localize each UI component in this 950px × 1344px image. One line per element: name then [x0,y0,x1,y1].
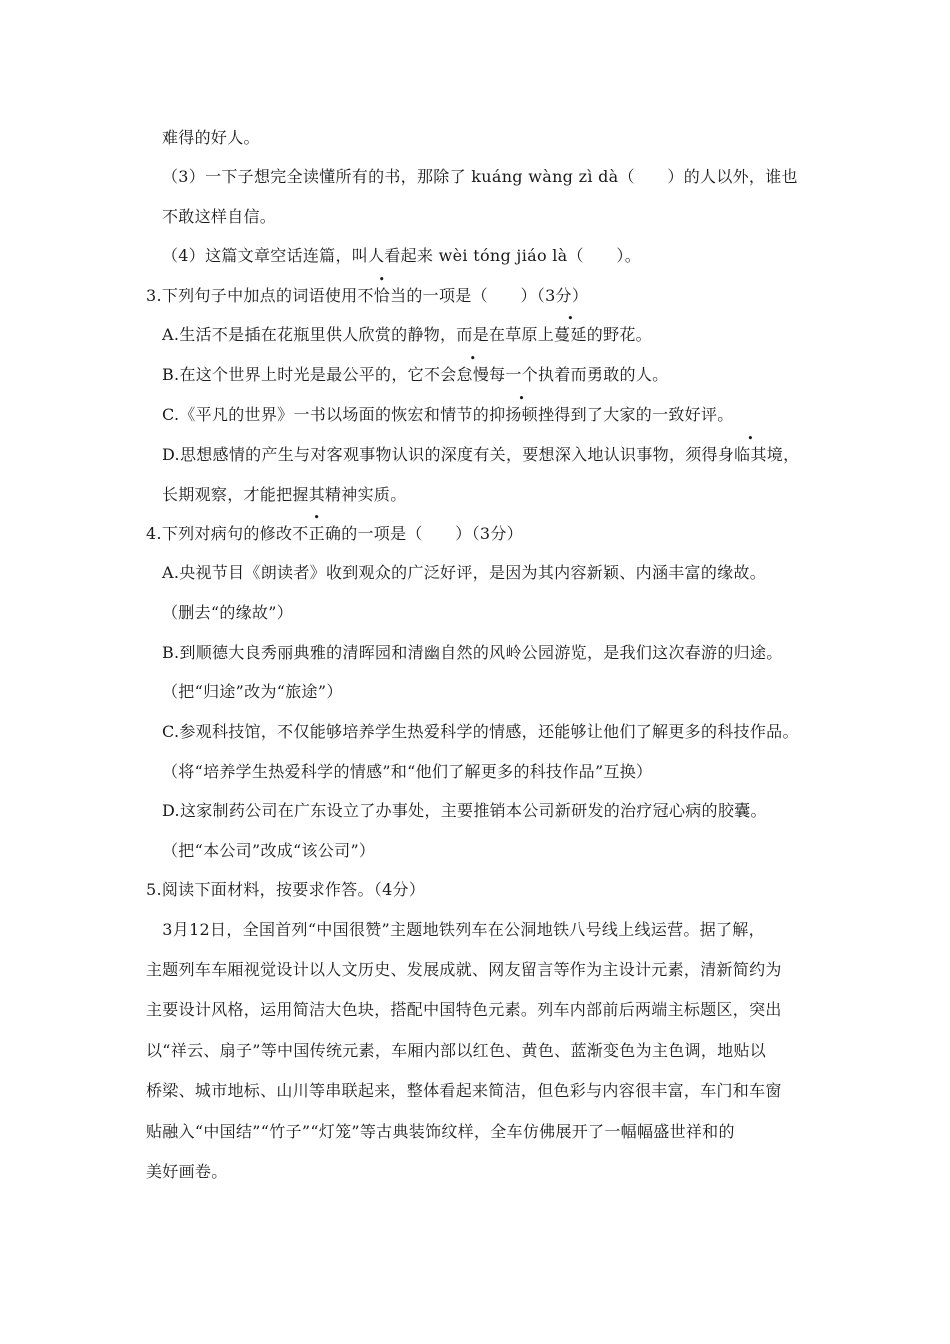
text-segment: 得到了大家的一致好评。 [554,405,734,424]
question-3-stem [146,286,588,306]
question-4-option-d: D.这家制药公司在广东设立了办事处，主要推销本公司新研发的治疗冠心病的胶囊。 [162,801,767,820]
text-segment: C.《平凡的世界》一书以场面的恢宏和情节的 [162,405,490,424]
text-segment: 4.下列对病句的修改 [146,524,293,543]
material-paragraph-line: 桥梁、城市地标、山川等串联起来，整体看起来简洁，但色彩与内容很丰富，车门和车窗 [146,1081,782,1100]
question-4-option-c: C.参观科技馆，不仅能够培养学生热爱科学的情感，还能够让他们了解更多的科技作品。 [162,722,799,741]
text-line: （将“培养学生热爱科学的情感”和“他们了解更多的科技作品”互换） [162,762,653,781]
text-line: 长期观察，才能把握其精神实质。 [162,485,407,504]
question-3-option-b [162,365,668,385]
text-segment: ， [783,445,800,464]
emphasized-word: 不恰当 [357,286,407,305]
text-line: 难得的好人。 [162,128,260,147]
text-segment: 的一项是（ ）（3分） [406,286,589,305]
text-line: 不敢这样自信。 [162,207,277,226]
question-4-option-a: A.央视节目《朗读者》收到观众的广泛好评，是因为其内容新颖、内涵丰富的缘故。 [162,563,767,582]
material-paragraph-line: 主要设计风格，运用简洁大色块，搭配中国特色元素。列车内部前后两端主标题区，突出 [146,1000,782,1019]
emphasized-word: 不正确 [292,524,342,543]
emphasized-word: 怠慢 [456,365,490,384]
material-paragraph-line: 3月12日，全国首列“中国很赞”主题地铁列车在公洞地铁八号线上线运营。据了解， [146,920,765,939]
material-paragraph-line: 贴融入“中国结”“竹子”“灯笼”等古典装饰纹样，全车仿佛展开了一幅幅盛世祥和的 [146,1122,735,1141]
text-line: （把“归途”改为“旅途”） [162,682,343,701]
text-segment: A.生活不是插在花瓶里供人欣赏的静物，而是在草原上 [162,325,555,344]
text-segment: 每一个执着而勇敢的人。 [489,365,669,384]
material-paragraph-line: 美好画卷。 [146,1162,228,1181]
question-5-stem: 5.阅读下面材料，按要求作答。（4分） [146,880,426,899]
question-4-stem [146,524,523,544]
text-segment: D.思想感情的产生与对客观事物认识的深度有关，要想深入地认识事物，须得 [162,445,718,464]
question-3-option-d [162,445,799,465]
text-line: （删去“的缘故”） [162,603,294,622]
question-2-item-3: （3）一下子想完全读懂所有的书，那除了 kuáng wàng zì dà（ ）的人以外，谁也 [162,167,798,186]
question-3-option-c [162,405,734,425]
text-segment: 的野花。 [586,325,652,344]
material-paragraph-line: 主题列车车厢视觉设计以人文历史、发展成就、网友留言等作为主设计元素，清新简约为 [146,960,782,979]
text-line: （把“本公司”改成“该公司”） [162,841,376,860]
emphasized-word: 身临其境 [717,445,784,464]
text-segment: 3.下列句子中加点的词语使用 [146,286,358,305]
question-2-item-4: （4）这篇文章空话连篇，叫人看起来 wèi tóng jiáo là（ ）。 [162,246,642,265]
material-paragraph-line: 以“祥云、扇子”等中国传统元素，车厢内部以红色、黄色、蓝渐变色为主色调，地贴以 [146,1041,767,1060]
text-segment: B.在这个世界上时光是最公平的，它不会 [162,365,457,384]
question-4-option-b: B.到顺德大良秀丽典雅的清晖园和清幽自然的风岭公园游览，是我们这次春游的归途。 [162,643,783,662]
text-segment: 的一项是（ ）（3分） [341,524,523,543]
emphasized-word: 蔓延 [554,325,587,344]
emphasized-word: 抑扬顿挫 [489,405,555,424]
question-3-option-a [162,325,652,345]
